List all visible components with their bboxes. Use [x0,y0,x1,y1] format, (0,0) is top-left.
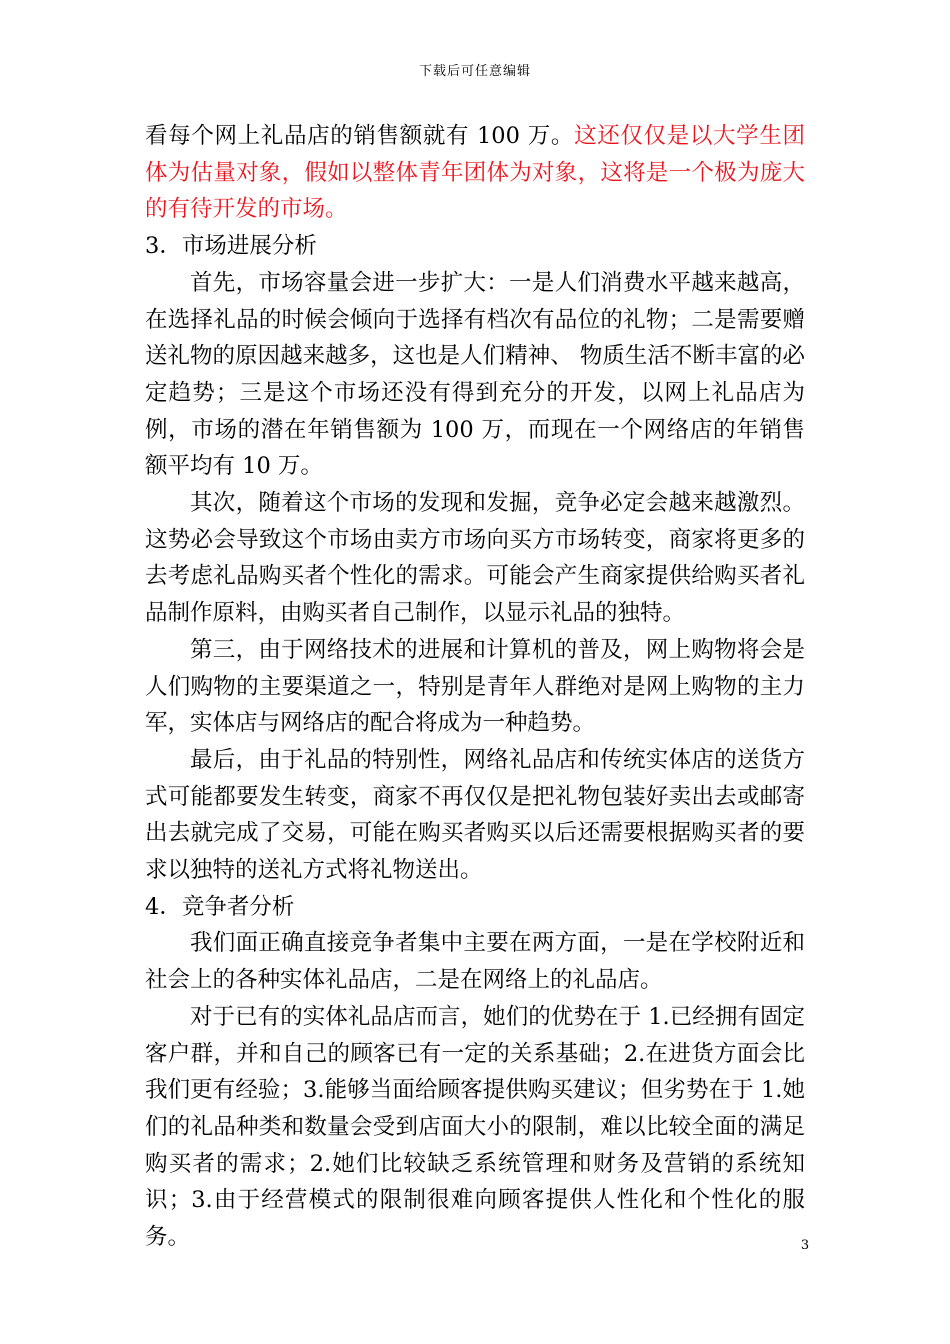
section-heading-competitor-analysis: 4．竞争者分析 [145,893,295,920]
paragraph-third: 第三，由于网络技术的进展和计算机的普及，网上购物将会是人们购物的主要渠道之一，特别是青年人群绝对是网上购物的主力军，实体店与网络店的配合将成为一种趋势。 [145,636,805,737]
section-heading-market-development: 3．市场进展分析 [145,233,317,260]
page-number: 3 [800,1238,810,1253]
page-header: 下载后可任意编辑 [418,64,531,79]
paragraph-continuation-text: 看每个网上礼品店的销售额就有 100 万。 [145,123,575,149]
paragraph-physical-stores: 对于已有的实体礼品店而言，她们的优势在于 1.已经拥有固定客户群，并和自己的顾客已有一定的关系基础；2.在进货方面会比我们更有经验；3.能够当面给顾客提供购买建议；但劣势在于 1.她们的礼品种类和数量会受到店面大小的限制，难以比较全面的满足购买者的需求；2.她们比较缺乏系统管理和财务及营销的系统知识；3.由于经营模式的限制很难向顾客提供人性化和个性化的服务。 [145,1003,805,1251]
paragraph-first: 首先，市场容量会进一步扩大：一是人们消费水平越来越高，在选择礼品的时候会倾向于选择有档次有品位的礼物；二是需要赠送礼物的原因越来越多，这也是人们精神、 物质生活不断丰富的必定趋势；三是这个市场还没有得到充分的开发，以网上礼品店为例，市场的潜在年销售额为 100 万，而现在一个网络店的年销售额平均有 10 万。 [145,269,805,480]
paragraph-last: 最后，由于礼品的特别性，网络礼品店和传统实体店的送货方式可能都要发生转变，商家不再仅仅是把礼物包装好卖出去或邮寄出去就完成了交易，可能在购买者购买以后还需要根据购买者的要求以独特的送礼方式将礼物送出。 [145,746,805,884]
document-body [145,118,805,1256]
paragraph-second: 其次，随着这个市场的发现和发掘，竞争必定会越来越激烈。这势必会导致这个市场由卖方市场向买方市场转变，商家将更多的去考虑礼品购买者个性化的需求。可能会产生商家提供给购买者礼品制作原料，由购买者自己制作，以显示礼品的独特。 [145,490,805,627]
paragraph-continuation [145,118,805,228]
paragraph-competitors-overview: 我们面正确直接竞争者集中主要在两方面，一是在学校附近和社会上的各种实体礼品店，二是在网络上的礼品店。 [145,930,805,994]
highlighted-text: 这还仅仅是以大学生团体为估量对象，假如以整体青年团体为对象，这将是一个极为庞大的有待开发的市场。 [145,123,805,223]
